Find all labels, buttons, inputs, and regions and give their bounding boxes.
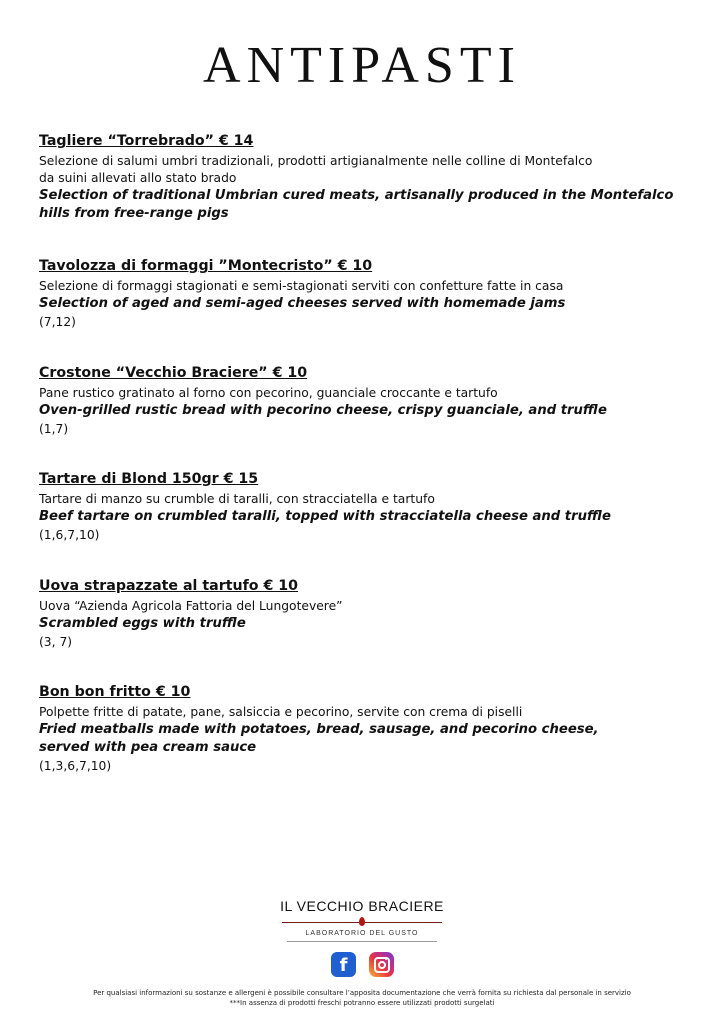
menu-item-tartare <box>39 470 699 544</box>
menu-item-uova <box>39 577 699 651</box>
item-allergens: (3, 7) <box>39 635 73 649</box>
menu-item-crostone <box>39 364 699 438</box>
menu-item-bonbon <box>39 683 699 775</box>
flame-drop-icon <box>359 917 365 926</box>
menu-item-tavolozza <box>39 257 699 331</box>
item-title: Crostone “Vecchio Braciere” € 10 <box>39 365 308 381</box>
brand-name: IL VECCHIO BRACIERE <box>280 898 444 914</box>
footer-notes <box>0 988 724 1008</box>
instagram-icon[interactable] <box>369 952 394 977</box>
item-description-italian: Tartare di manzo su crumble di taralli, con stracciatella e tartufo <box>39 492 435 506</box>
instagram-lens <box>378 961 386 969</box>
brand-subtitle: LABORATORIO DEL GUSTO <box>305 930 419 937</box>
item-title: Tavolozza di formaggi ”Montecristo” € 10 <box>39 258 373 274</box>
allergen-note: Per qualsiasi informazioni su sostanze e allergeni è possibile consultare l’apposita documentazione che verrà fornita su richiesta dal personale in servizio <box>93 989 631 997</box>
item-title: Uova strapazzate al tartufo € 10 <box>39 578 299 594</box>
brand-divider <box>282 917 442 927</box>
item-allergens: (1,7) <box>39 422 69 436</box>
item-description-english: Scrambled eggs with truffle <box>39 616 246 631</box>
item-title: Tartare di Blond 150gr € 15 <box>39 471 259 487</box>
item-description-italian: Polpette fritte di patate, pane, salsiccia e pecorino, servite con crema di piselli <box>39 705 523 719</box>
instagram-flash-dot <box>385 958 387 960</box>
item-allergens: (1,3,6,7,10) <box>39 759 112 773</box>
item-description-italian: Uova “Azienda Agricola Fattoria del Lungotevere” <box>39 599 343 613</box>
frozen-products-note: ***In assenza di prodotti freschi potranno essere utilizzati prodotti surgelati <box>229 999 495 1007</box>
menu-item-tagliere <box>39 132 699 223</box>
item-title: Bon bon fritto € 10 <box>39 684 191 700</box>
page-title: ANTIPASTI <box>203 37 521 94</box>
item-description-english: Beef tartare on crumbled taralli, topped with stracciatella cheese and truffle <box>39 509 611 524</box>
item-description-english: Oven-grilled rustic bread with pecorino cheese, crispy guanciale, and truffle <box>39 403 607 418</box>
item-title: Tagliere “Torrebrado” € 14 <box>39 133 254 149</box>
social-links <box>331 952 397 978</box>
item-description-english: served with pea cream sauce <box>39 740 257 755</box>
item-description-english: hills from free-range pigs <box>39 206 229 221</box>
item-description-english: Fried meatballs made with potatoes, bread, sausage, and pecorino cheese, <box>39 722 599 737</box>
item-description-italian: Selezione di salumi umbri tradizionali, prodotti artigianalmente nelle colline di Montefalco <box>39 154 593 168</box>
item-description-italian: da suini allevati allo stato brado <box>39 171 237 185</box>
brand-underline <box>287 941 437 942</box>
brand-logo <box>0 898 724 942</box>
item-allergens: (7,12) <box>39 315 76 329</box>
item-description-english: Selection of aged and semi-aged cheeses served with homemade jams <box>39 296 566 311</box>
item-allergens: (1,6,7,10) <box>39 528 100 542</box>
facebook-icon[interactable]: f <box>331 952 356 977</box>
item-description-italian: Selezione di formaggi stagionati e semi-stagionati serviti con confetture fatte in casa <box>39 279 564 293</box>
item-description-english: Selection of traditional Umbrian cured meats, artisanally produced in the Montefalco <box>39 188 674 203</box>
item-description-italian: Pane rustico gratinato al forno con pecorino, guanciale croccante e tartufo <box>39 386 498 400</box>
